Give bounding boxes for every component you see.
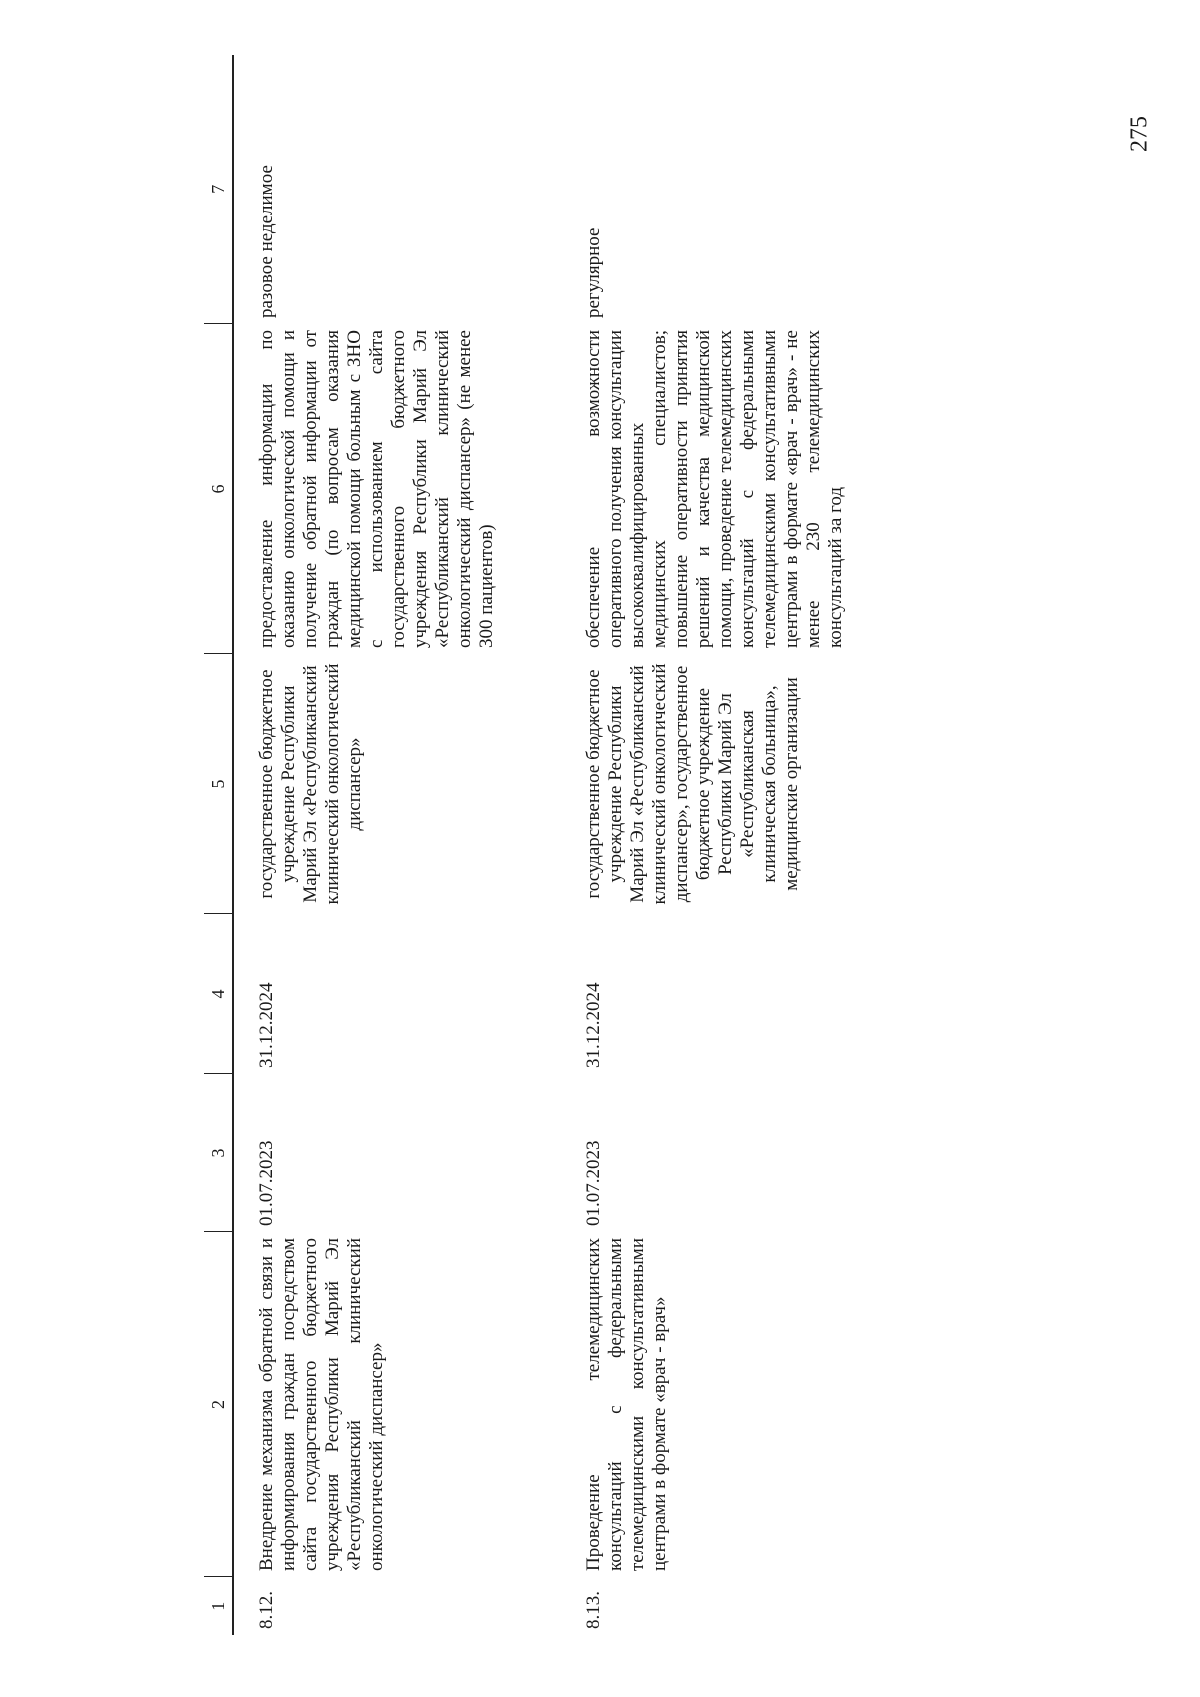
- column-header: 2: [204, 1232, 233, 1577]
- column-header: 6: [204, 324, 233, 654]
- table-header-row: [204, 55, 233, 1635]
- column-header: 4: [204, 914, 233, 1074]
- measures-table: [204, 55, 847, 1635]
- row-number: 8.13.: [583, 1591, 604, 1629]
- result-type: регулярное: [583, 227, 604, 318]
- row-number: 8.12.: [256, 1591, 277, 1629]
- table-row: [233, 55, 563, 1635]
- start-date: 01.07.2023: [256, 1140, 277, 1226]
- measure-name: Внедрение механизма обратной связи и информирования граждан посредством сайта государственного бюджетного учреждения Республики Марий Эл «Республиканский клинический онкологический диспансер»: [256, 1238, 387, 1571]
- column-header: 3: [204, 1074, 233, 1232]
- measure-name: Проведение телемедицинских консультаций с федеральными телемедицинскими консультативными центрами в формате «врач - врач»: [583, 1238, 670, 1571]
- column-header: 7: [204, 55, 233, 324]
- table-row: [563, 55, 847, 1635]
- column-header: 1: [204, 1577, 233, 1635]
- end-date: 31.12.2024: [583, 982, 604, 1068]
- end-date: 31.12.2024: [256, 982, 277, 1068]
- result-type: разовое неделимое: [256, 165, 277, 318]
- expected-result: предоставление информации по оказанию онкологической помощи и получение обратной информации от граждан (по вопросам оказания медицинской помощи больным с ЗНО с использованием сайта государственного бюджетного учреждения Республики Марий Эл «Республиканский клинический онкологический диспансер» (не менее 300 пациентов): [256, 330, 497, 648]
- column-header: 5: [204, 654, 233, 914]
- start-date: 01.07.2023: [583, 1140, 604, 1226]
- expected-result: обеспечение возможности оперативного получения консультации высококвалифицированных медицинских специалистов; повышение оперативности принятия решений и качества медицинской помощи, проведение телемедицинских консультаций с федеральными телемедицинскими консультативными центрами в формате «врач - врач» - не менее 230 телемедицинских консультаций за год: [583, 330, 846, 648]
- page-number: 275: [1126, 116, 1153, 152]
- executor: государственное бюджетное учреждение Республики Марий Эл «Республиканский клинический онкологический диспансер»: [256, 663, 365, 905]
- document-sheet: [204, 45, 1200, 1635]
- executor: государственное бюджетное учреждение Республики Марий Эл «Республиканский клинический онкологический диспансер», государственное бюджетное учреждение Республики Марий Эл «Республиканская клиническая больница», медицинские организации: [583, 663, 802, 905]
